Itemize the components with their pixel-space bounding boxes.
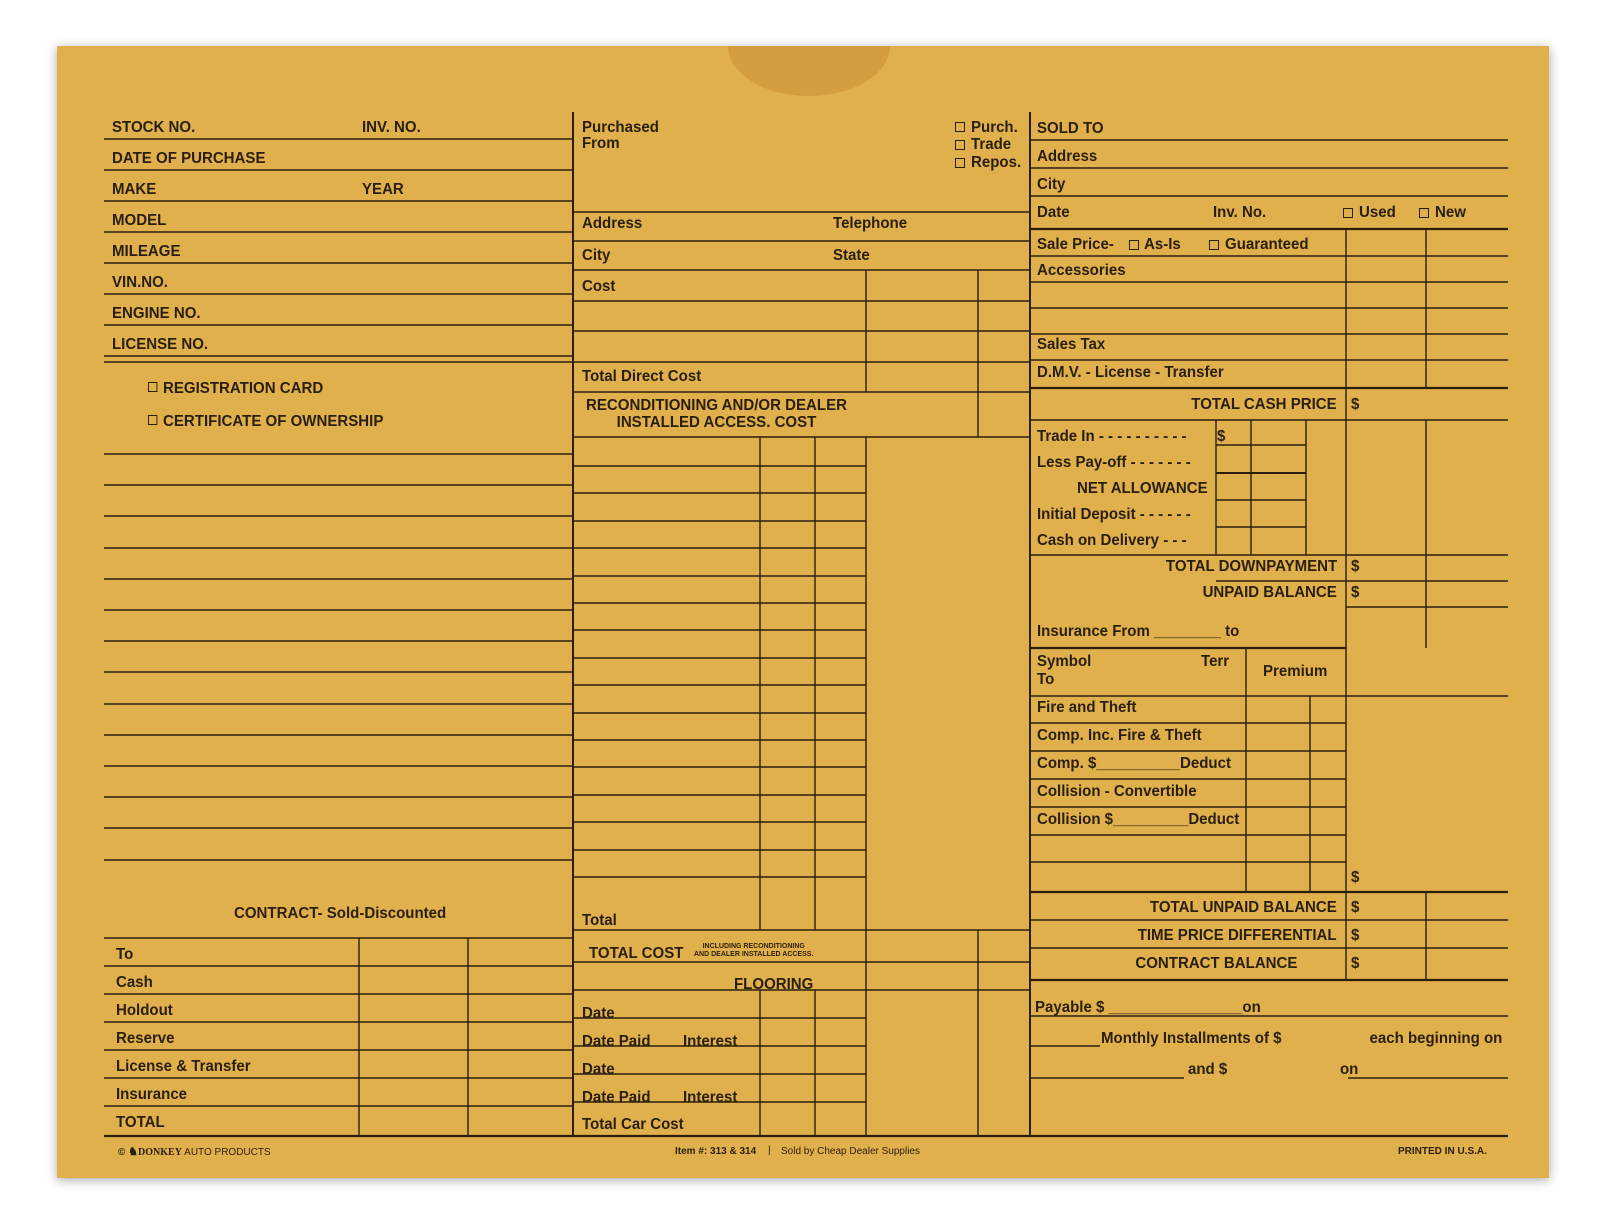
trade-checkbox[interactable] bbox=[955, 140, 965, 150]
sale-price-label: Sale Price- bbox=[1037, 236, 1114, 253]
fire-theft-label: Fire and Theft bbox=[1037, 699, 1137, 716]
purch-label: Purch. bbox=[971, 119, 1018, 136]
guaranteed-label: Guaranteed bbox=[1225, 236, 1309, 253]
trade-in-dollar: $ bbox=[1217, 428, 1226, 445]
sold-date-label: Date bbox=[1037, 204, 1070, 221]
mileage-label: MILEAGE bbox=[112, 243, 181, 260]
repos-checkbox[interactable] bbox=[955, 158, 965, 168]
on-label: on bbox=[1340, 1061, 1359, 1078]
as-is-label: As-Is bbox=[1144, 236, 1181, 253]
guaranteed-checkbox[interactable] bbox=[1209, 240, 1219, 250]
flooring-interest-1: Interest bbox=[683, 1033, 738, 1050]
sales-tax-label: Sales Tax bbox=[1037, 336, 1106, 353]
used-label: Used bbox=[1359, 204, 1396, 221]
telephone-label: Telephone bbox=[833, 215, 908, 232]
accessories-label: Accessories bbox=[1037, 262, 1126, 279]
contract-title: CONTRACT- Sold-Discounted bbox=[234, 905, 447, 922]
terr-label: Terr bbox=[1201, 653, 1230, 670]
dmv-label: D.M.V. - License - Transfer bbox=[1037, 364, 1224, 381]
cash-on-delivery-label: Cash on Delivery - - - bbox=[1037, 532, 1187, 549]
footer-separator: | bbox=[768, 1145, 771, 1156]
flooring-date-paid-2: Date Paid bbox=[582, 1089, 651, 1106]
insurance-from-label: Insurance From ________ to bbox=[1037, 623, 1240, 640]
time-price-differential-label: TIME PRICE DIFFERENTIAL bbox=[1138, 927, 1337, 944]
as-is-checkbox[interactable] bbox=[1129, 240, 1139, 250]
trade-in-label: Trade In - - - - - - - - - - bbox=[1037, 428, 1187, 445]
used-checkbox[interactable] bbox=[1343, 208, 1353, 218]
certificate-of-ownership-checkbox[interactable] bbox=[148, 415, 157, 425]
make-label: MAKE bbox=[112, 181, 157, 198]
trade-label: Trade bbox=[971, 136, 1012, 153]
reconditioning-label: RECONDITIONING AND/OR DEALER INSTALLED ACCESS. COST bbox=[586, 397, 847, 431]
each-beginning-label: each beginning on bbox=[1369, 1030, 1502, 1047]
purchase-city-label: City bbox=[582, 247, 611, 264]
flooring-date-1: Date bbox=[582, 1005, 615, 1022]
recon-total-label: Total bbox=[582, 912, 617, 929]
contract-row-cash: Cash bbox=[116, 974, 153, 991]
brand-suffix: AUTO PRODUCTS bbox=[181, 1147, 271, 1158]
license-no-label: LICENSE NO. bbox=[112, 336, 209, 353]
unpaid-balance-dollar: $ bbox=[1351, 584, 1360, 601]
flooring-date-2: Date bbox=[582, 1061, 615, 1078]
contract-row-reserve: Reserve bbox=[116, 1030, 175, 1047]
net-allowance-label: NET ALLOWANCE bbox=[1077, 480, 1208, 497]
registration-card-label: REGISTRATION CARD bbox=[163, 380, 324, 397]
monthly-installments-label: Monthly Installments of $ bbox=[1101, 1030, 1282, 1047]
sold-address-label: Address bbox=[1037, 148, 1098, 165]
contract-row-insurance: Insurance bbox=[116, 1086, 188, 1103]
sold-to-label: SOLD TO bbox=[1037, 120, 1104, 137]
less-payoff-label: Less Pay-off - - - - - - - bbox=[1037, 454, 1191, 471]
brand-mark bbox=[118, 1146, 271, 1159]
new-checkbox[interactable] bbox=[1419, 208, 1429, 218]
contract-balance-label: CONTRACT BALANCE bbox=[1134, 955, 1297, 972]
repos-label: Repos. bbox=[971, 154, 1022, 171]
total-downpayment-dollar: $ bbox=[1351, 558, 1360, 575]
contract-row-holdout: Holdout bbox=[116, 1002, 173, 1019]
printed-in-usa: PRINTED IN U.S.A. bbox=[1398, 1146, 1487, 1157]
total-cash-price-dollar: $ bbox=[1351, 396, 1360, 413]
time-price-differential-dollar: $ bbox=[1351, 927, 1360, 944]
year-label: YEAR bbox=[362, 181, 404, 198]
brand-copyright: © bbox=[118, 1147, 126, 1158]
payable-label: Payable $ ________________on bbox=[1035, 999, 1261, 1016]
inv-no-label: INV. NO. bbox=[362, 119, 421, 136]
contract-row-license-transfer: License & Transfer bbox=[116, 1058, 251, 1075]
purchased-from-label: Purchased From bbox=[582, 119, 659, 152]
model-label: MODEL bbox=[112, 212, 167, 229]
unpaid-balance-label: UNPAID BALANCE bbox=[1202, 584, 1337, 601]
purchase-address-label: Address bbox=[582, 215, 643, 232]
initial-deposit-label: Initial Deposit - - - - - - bbox=[1037, 506, 1191, 523]
comp-deduct-label: Comp. $__________Deduct bbox=[1037, 755, 1231, 772]
sold-city-label: City bbox=[1037, 176, 1066, 193]
vin-no-label: VIN.NO. bbox=[112, 274, 168, 291]
brand-name: DONKEY bbox=[138, 1147, 182, 1158]
and-dollar-label: and $ bbox=[1188, 1061, 1228, 1078]
premium-label: Premium bbox=[1263, 663, 1328, 680]
stock-no-label: STOCK NO. bbox=[112, 119, 196, 136]
collision-convertible-label: Collision - Convertible bbox=[1037, 783, 1197, 800]
total-cash-price-label: TOTAL CASH PRICE bbox=[1191, 396, 1337, 413]
flooring-interest-2: Interest bbox=[683, 1089, 738, 1106]
purch-checkbox[interactable] bbox=[955, 122, 965, 132]
contract-balance-dollar: $ bbox=[1351, 955, 1360, 972]
cost-label: Cost bbox=[582, 278, 616, 295]
engine-no-label: ENGINE NO. bbox=[112, 305, 201, 322]
total-unpaid-balance-label: TOTAL UNPAID BALANCE bbox=[1150, 899, 1337, 916]
comp-inc-label: Comp. Inc. Fire & Theft bbox=[1037, 727, 1202, 744]
total-downpayment-label: TOTAL DOWNPAYMENT bbox=[1165, 558, 1337, 575]
certificate-of-ownership-option[interactable] bbox=[148, 414, 383, 430]
item-number: Item #: 313 & 314 bbox=[675, 1146, 757, 1157]
date-of-purchase-label: DATE OF PURCHASE bbox=[112, 150, 266, 167]
symbol-label: Symbol bbox=[1037, 653, 1092, 670]
total-unpaid-balance-dollar: $ bbox=[1351, 899, 1360, 916]
total-car-cost-label: Total Car Cost bbox=[582, 1116, 684, 1133]
contract-row-total: TOTAL bbox=[116, 1114, 165, 1131]
total-cost-label: TOTAL COST bbox=[589, 945, 684, 962]
registration-card-checkbox[interactable] bbox=[148, 382, 157, 392]
sold-by: Sold by Cheap Dealer Supplies bbox=[781, 1146, 920, 1157]
flooring-title: FLOORING bbox=[734, 976, 814, 993]
state-label: State bbox=[833, 247, 870, 264]
registration-card-option[interactable] bbox=[148, 381, 323, 397]
contract-row-to: To bbox=[116, 946, 134, 963]
flooring-date-paid-1: Date Paid bbox=[582, 1033, 651, 1050]
total-direct-cost-label: Total Direct Cost bbox=[582, 368, 702, 385]
certificate-of-ownership-label: CERTIFICATE OF OWNERSHIP bbox=[163, 413, 384, 430]
sold-inv-no-label: Inv. No. bbox=[1213, 204, 1267, 221]
total-cost-note: INCLUDING RECONDITIONING AND DEALER INSTALLED ACCESS. bbox=[694, 943, 814, 958]
donkey-logo-icon: ♞ bbox=[128, 1146, 139, 1158]
insurance-total-dollar: $ bbox=[1351, 869, 1360, 886]
symbol-to-label: To bbox=[1037, 671, 1055, 688]
collision-deduct-label: Collision $_________Deduct bbox=[1037, 811, 1240, 828]
new-label: New bbox=[1435, 204, 1466, 221]
